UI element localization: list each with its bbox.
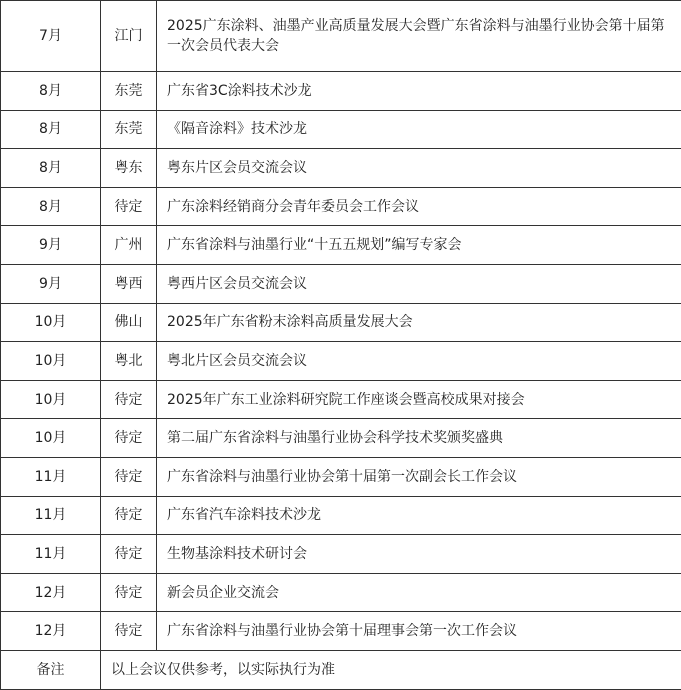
location-cell: 待定	[101, 535, 157, 574]
table-row	[1, 226, 681, 265]
location-cell: 待定	[101, 419, 157, 458]
table-row	[1, 457, 681, 496]
event-cell: 广东涂料经销商分会青年委员会工作会议	[157, 187, 681, 226]
event-cell: 粤北片区会员交流会议	[157, 342, 681, 381]
event-cell: 广东省涂料与油墨行业“十五五规划”编写专家会	[157, 226, 681, 265]
month-cell: 8月	[1, 72, 101, 111]
event-cell: 2025年广东省粉末涂料高质量发展大会	[157, 303, 681, 342]
month-cell: 10月	[1, 303, 101, 342]
table-row	[1, 303, 681, 342]
table-row	[1, 496, 681, 535]
table-row	[1, 110, 681, 149]
month-cell: 10月	[1, 342, 101, 381]
table-row	[1, 535, 681, 574]
event-cell: 粤西片区会员交流会议	[157, 264, 681, 303]
month-cell: 10月	[1, 380, 101, 419]
table-row	[1, 573, 681, 612]
table-row	[1, 1, 681, 72]
note-label-cell: 备注	[1, 650, 101, 689]
month-cell: 7月	[1, 1, 101, 72]
event-cell: 粤东片区会员交流会议	[157, 149, 681, 188]
month-cell: 11月	[1, 535, 101, 574]
month-cell: 8月	[1, 110, 101, 149]
event-cell: 广东省涂料与油墨行业协会第十届理事会第一次工作会议	[157, 612, 681, 651]
note-text-cell: 以上会议仅供参考，以实际执行为准	[101, 650, 681, 689]
table-row	[1, 419, 681, 458]
month-cell: 9月	[1, 226, 101, 265]
table-row	[1, 149, 681, 188]
event-cell: 第二届广东省涂料与油墨行业协会科学技术奖颁奖盛典	[157, 419, 681, 458]
event-cell: 《隔音涂料》技术沙龙	[157, 110, 681, 149]
table-row	[1, 612, 681, 651]
month-cell: 11月	[1, 457, 101, 496]
location-cell: 广州	[101, 226, 157, 265]
location-cell: 江门	[101, 1, 157, 72]
month-cell: 12月	[1, 573, 101, 612]
month-cell: 12月	[1, 612, 101, 651]
location-cell: 东莞	[101, 110, 157, 149]
event-cell: 2025年广东工业涂料研究院工作座谈会暨高校成果对接会	[157, 380, 681, 419]
location-cell: 待定	[101, 496, 157, 535]
location-cell: 待定	[101, 612, 157, 651]
month-cell: 8月	[1, 149, 101, 188]
event-cell: 2025广东涂料、油墨产业高质量发展大会暨广东省涂料与油墨行业协会第十届第一次会员代表大会	[157, 1, 681, 72]
table-row	[1, 342, 681, 381]
table-row	[1, 264, 681, 303]
location-cell: 待定	[101, 380, 157, 419]
location-cell: 佛山	[101, 303, 157, 342]
table-row	[1, 72, 681, 111]
location-cell: 东莞	[101, 72, 157, 111]
event-cell: 广东省3C涂料技术沙龙	[157, 72, 681, 111]
month-cell: 10月	[1, 419, 101, 458]
location-cell: 待定	[101, 573, 157, 612]
month-cell: 11月	[1, 496, 101, 535]
location-cell: 待定	[101, 457, 157, 496]
month-cell: 9月	[1, 264, 101, 303]
table-row	[1, 187, 681, 226]
event-cell: 广东省汽车涂料技术沙龙	[157, 496, 681, 535]
month-cell: 8月	[1, 187, 101, 226]
note-row	[1, 650, 681, 689]
event-cell: 生物基涂料技术研讨会	[157, 535, 681, 574]
location-cell: 待定	[101, 187, 157, 226]
event-cell: 新会员企业交流会	[157, 573, 681, 612]
location-cell: 粤西	[101, 264, 157, 303]
event-cell: 广东省涂料与油墨行业协会第十届第一次副会长工作会议	[157, 457, 681, 496]
location-cell: 粤东	[101, 149, 157, 188]
table-row	[1, 380, 681, 419]
location-cell: 粤北	[101, 342, 157, 381]
